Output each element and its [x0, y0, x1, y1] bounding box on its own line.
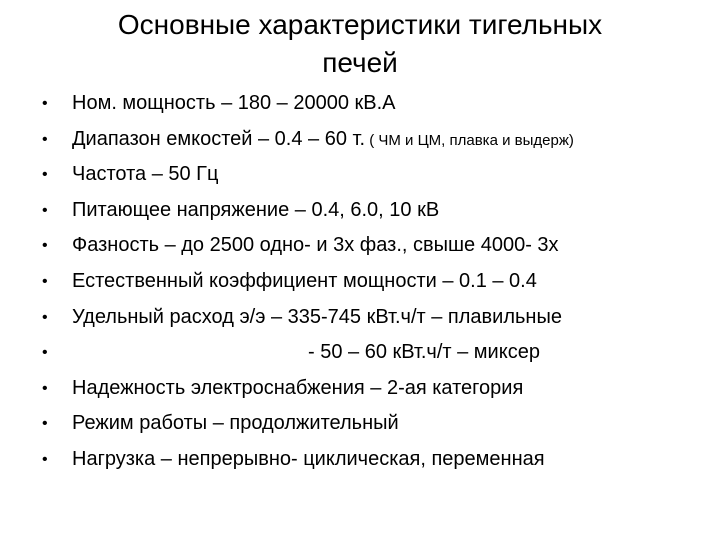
list-item-note: ( ЧМ и ЦМ, плавка и выдерж) [365, 131, 574, 149]
slide-title [40, 6, 680, 82]
list-item-text: Режим работы – продолжительный [72, 412, 399, 435]
bullet-icon: • [42, 201, 48, 219]
bullet-icon: • [42, 450, 48, 468]
list-item [0, 193, 720, 229]
list-item [0, 442, 720, 478]
list-item [0, 122, 720, 158]
list-item-text: Ном. мощность – 180 – 20000 кВ.А [72, 92, 396, 114]
list-item [0, 86, 720, 122]
bullet-icon: • [42, 344, 48, 362]
list-item-text: Частота – 50 Гц [72, 163, 219, 186]
bullet-list [0, 86, 720, 478]
bullet-icon: • [42, 272, 48, 290]
bullet-icon: • [42, 130, 48, 148]
list-item-text: Удельный расход э/э – 335-745 кВт.ч/т – плавильные [72, 305, 562, 328]
bullet-icon: • [42, 415, 48, 433]
list-item [0, 335, 720, 371]
list-item-text: Надежность электроснабжения – 2-ая категория [72, 376, 524, 399]
bullet-icon: • [42, 308, 48, 326]
slide-title-line-1: Основные характеристики тигельных [117, 9, 603, 40]
list-item-text: Нагрузка – непрерывно- циклическая, переменная [72, 447, 545, 470]
list-item [0, 406, 720, 442]
bullet-icon: • [42, 95, 48, 112]
list-item [0, 371, 720, 407]
list-item-main-text: Диапазон емкостей – 0.4 – 60 т. [72, 127, 366, 150]
list-item-text: Фазность – до 2500 одно- и 3х фаз., свыше 4000- 3х [72, 234, 559, 257]
bullet-icon: • [42, 166, 48, 184]
list-item-text: Естественный коэффициент мощности – 0.1 – 0.4 [72, 269, 537, 292]
bullet-icon: • [42, 379, 48, 397]
list-item-text [72, 122, 574, 159]
list-item [0, 264, 720, 300]
list-item-text: Питающее напряжение – 0.4, 6.0, 10 кВ [72, 198, 440, 221]
list-item [0, 228, 720, 264]
list-item [0, 300, 720, 336]
slide-title-line-2: печей [322, 47, 398, 78]
list-item [0, 157, 720, 193]
bullet-icon: • [42, 237, 48, 255]
list-item-text: - 50 – 60 кВт.ч/т – миксер [308, 341, 540, 364]
